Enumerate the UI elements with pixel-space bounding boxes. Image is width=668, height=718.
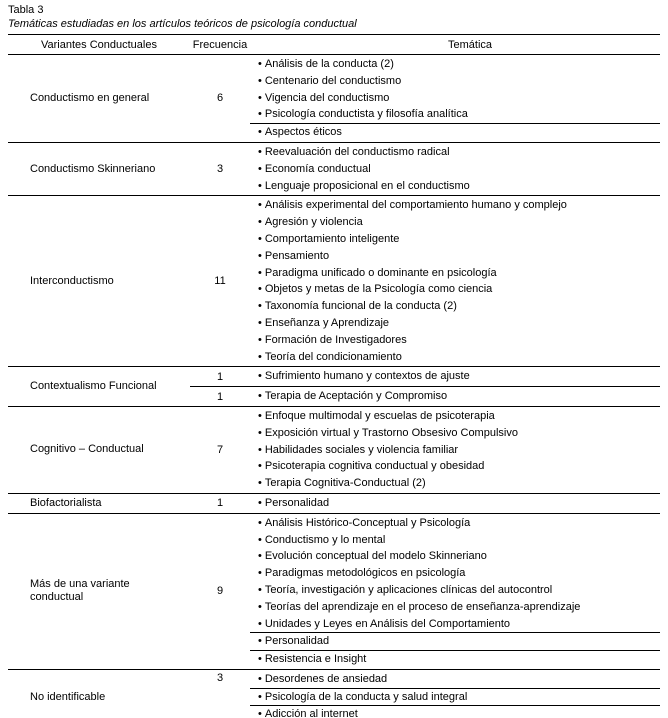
tematica-cell [250,143,660,195]
item-block [250,515,660,633]
tematica-item [250,495,660,512]
tematica-text: Terapia Cognitiva-Conductual (2) [264,477,426,490]
tematica-item [250,671,660,688]
tematica-item [250,178,660,195]
tematica-item [250,582,660,599]
subrow-group [190,367,660,406]
variant-cell [8,196,190,366]
tematica-text: Psicología conductista y filosofía analítica [264,108,468,121]
bullet-icon: • [258,179,262,192]
table-row [8,143,660,196]
bullet-icon: • [258,216,262,229]
bullet-icon: • [258,496,262,509]
table-row [8,367,660,407]
tematica-item [250,265,660,282]
tematica-text: Objetos y metas de la Psicología como ciencia [264,283,493,296]
tematica-item [250,106,660,123]
tematica-item [250,56,660,73]
frequency-cell [190,670,250,718]
tematica-cell [250,407,660,493]
tematica-item [250,689,660,706]
table-row [8,494,660,514]
tematica-item [250,214,660,231]
variant-label: Cognitivo – Conductual [30,443,144,456]
tematica-item [250,368,660,385]
tematica-item [250,73,660,90]
tematica-cell [250,494,660,513]
variant-cell [8,143,190,195]
tematica-text: Análisis experimental del comportamiento humano y complejo [264,199,567,212]
table-subrow [190,386,660,406]
tematica-text: Paradigma unificado o dominante en psicología [264,266,497,279]
tematica-text: Exposición virtual y Trastorno Obsesivo Compulsivo [264,426,518,439]
tematica-item [250,599,660,616]
bullet-icon: • [258,350,262,363]
frequency-value: 1 [216,390,224,403]
frequency-cell [190,143,250,195]
bullet-icon: • [258,635,262,648]
tematica-item [250,458,660,475]
tematica-text: Taxonomía funcional de la conducta (2) [264,300,457,313]
tematica-item [250,281,660,298]
bullet-icon: • [258,249,262,262]
tematica-cell [250,514,660,669]
variant-label: No identificable [30,690,106,703]
frequency-value: 6 [216,92,224,105]
bullet-icon: • [258,266,262,279]
header-variantes-conductuales: Variantes Conductuales [41,38,157,51]
variant-cell [8,55,190,142]
variant-cell [8,367,190,406]
variant-cell [8,514,190,669]
item-block [250,408,660,492]
bullet-icon: • [258,390,262,403]
table-caption-number: Tabla 3 [8,4,44,16]
tematica-item [250,651,660,668]
bullet-icon: • [258,58,262,70]
tematica-text: Pensamiento [264,249,330,262]
tematica-text: Personalidad [264,496,330,509]
bullet-icon: • [258,108,262,121]
frequency-cell [190,494,250,513]
frequency-value: 3 [216,163,224,176]
variant-label: Más de una variante conductual [30,578,130,604]
bullet-icon: • [258,516,262,529]
tematica-text: Unidades y Leyes en Análisis del Comportamiento [264,617,511,630]
tematica-item [250,475,660,492]
tematica-item [250,298,660,315]
frequency-cell [190,55,250,142]
tematica-item [250,332,660,349]
tematica-item [250,231,660,248]
variant-cell [8,407,190,493]
tematica-text: Vigencia del conductismo [264,91,390,104]
frequency-value: 1 [216,497,224,510]
tematica-item [250,124,660,141]
tematica-text: Teoría, investigación y aplicaciones clínicas del autocontrol [264,583,553,596]
variant-label: Biofactorialista [30,496,102,509]
tematica-item [250,565,660,582]
item-block [250,197,660,365]
frequency-cell [190,196,250,366]
tematica-item [250,425,660,442]
item-block [250,705,660,718]
bullet-icon: • [258,567,262,580]
variant-label: Conductismo en general [30,91,150,104]
tematica-cell [250,55,660,142]
tematica-item [250,706,660,718]
table-row [8,670,660,718]
bullet-icon: • [258,617,262,630]
table-row [8,407,660,494]
item-block [250,123,660,141]
bullet-icon: • [258,409,262,422]
frequency-value: 11 [214,275,226,288]
bullet-icon: • [258,333,262,346]
table-row [8,196,660,367]
item-block [250,56,660,123]
bullet-icon: • [258,145,262,158]
tematica-text: Sufrimiento humano y contextos de ajuste [264,370,470,383]
tematica-text: Aspectos éticos [264,126,342,139]
item-block [250,144,660,194]
tematica-item [250,315,660,332]
bullet-icon: • [258,232,262,245]
tematica-item [250,349,660,366]
table-row [8,514,660,670]
tematica-item [250,616,660,633]
bullet-icon: • [258,460,262,473]
tematica-item [250,197,660,214]
tematica-item [250,408,660,425]
tematica-text: Terapia de Aceptación y Compromiso [264,390,448,403]
tematica-text: Comportamiento inteligente [264,232,400,245]
tematica-text: Formación de Investigadores [264,333,407,346]
bullet-icon: • [258,283,262,296]
frequency-cell [190,514,250,669]
tematica-item [250,388,660,405]
tematica-cell [250,196,660,366]
bullet-icon: • [258,477,262,490]
table-body [8,55,660,718]
variant-cell [8,670,190,718]
table-caption-title: Temáticas estudiadas en los artículos teóricos de psicología conductual [8,18,357,30]
frequency-value: 7 [216,443,224,456]
tematica-item [250,442,660,459]
frequency-cell [190,407,250,493]
bullet-icon: • [258,653,262,666]
bullet-icon: • [258,370,262,383]
bullet-icon: • [258,162,262,175]
variant-cell [8,494,190,513]
tematica-text: Desordenes de ansiedad [264,672,388,685]
table-subrow [190,367,660,386]
tematica-text: Enseñanza y Aprendizaje [264,316,390,329]
bullet-icon: • [258,550,262,563]
tematica-item [250,248,660,265]
tematica-text: Adicción al internet [264,708,358,718]
tematica-item [250,548,660,565]
tematica-text: Lenguaje proposicional en el conductismo [264,179,470,192]
bullet-icon: • [258,533,262,546]
bullet-icon: • [258,74,262,87]
bullet-icon: • [258,91,262,104]
tematica-text: Resistencia e Insight [264,653,367,666]
bullet-icon: • [258,583,262,596]
tematica-text: Psicoterapia cognitiva conductual y obesidad [264,460,485,473]
header-frecuencia: Frecuencia [192,38,248,51]
tematica-text: Teoría del condicionamiento [264,350,402,363]
tematica-item [250,144,660,161]
tematica-text: Enfoque multimodal y escuelas de psicoterapia [264,409,495,422]
bullet-icon: • [258,708,262,718]
item-block [250,632,660,650]
tematica-item [250,633,660,650]
tematica-text: Agresión y violencia [264,216,363,229]
bullet-icon: • [258,690,262,703]
table-header-row [8,35,660,55]
tematica-text: Evolución conceptual del modelo Skinneriano [264,550,487,563]
bullet-icon: • [258,443,262,456]
tematica-item [250,161,660,178]
bullet-icon: • [258,199,262,212]
tematica-item [250,90,660,107]
header-tematica: Temática [447,38,493,51]
variant-label: Conductismo Skinneriano [30,162,156,175]
bullet-icon: • [258,126,262,139]
bullet-icon: • [258,672,262,685]
tematica-text: Reevaluación del conductismo radical [264,145,450,158]
frequency-value: 1 [216,370,224,383]
table-row [8,55,660,143]
frequency-value: 3 [216,671,224,684]
tematica-text: Habilidades sociales y violencia familiar [264,443,459,456]
tematica-text: Conductismo y lo mental [264,533,386,546]
tematica-text: Centenario del conductismo [264,74,402,87]
item-block [250,650,660,668]
tematica-cell [250,670,660,718]
frequency-value: 9 [216,585,224,598]
tematica-item [250,532,660,549]
tematica-text: Teorías del aprendizaje en el proceso de enseñanza-aprendizaje [264,600,581,613]
tematica-item [250,515,660,532]
data-table [8,34,660,718]
bullet-icon: • [258,316,262,329]
tematica-text: Personalidad [264,635,330,648]
tematica-text: Análisis de la conducta (2) [264,58,394,70]
item-block [250,688,660,706]
item-block [250,671,660,688]
tematica-text: Análisis Histórico-Conceptual y Psicología [264,516,471,529]
item-block [250,495,660,512]
tematica-text: Psicología de la conducta y salud integral [264,690,468,703]
bullet-icon: • [258,300,262,313]
variant-label: Contextualismo Funcional [30,380,157,393]
tematica-text: Paradigmas metodológicos en psicología [264,567,466,580]
variant-label: Interconductismo [30,274,114,287]
bullet-icon: • [258,426,262,439]
tematica-text: Economía conductual [264,162,371,175]
bullet-icon: • [258,600,262,613]
